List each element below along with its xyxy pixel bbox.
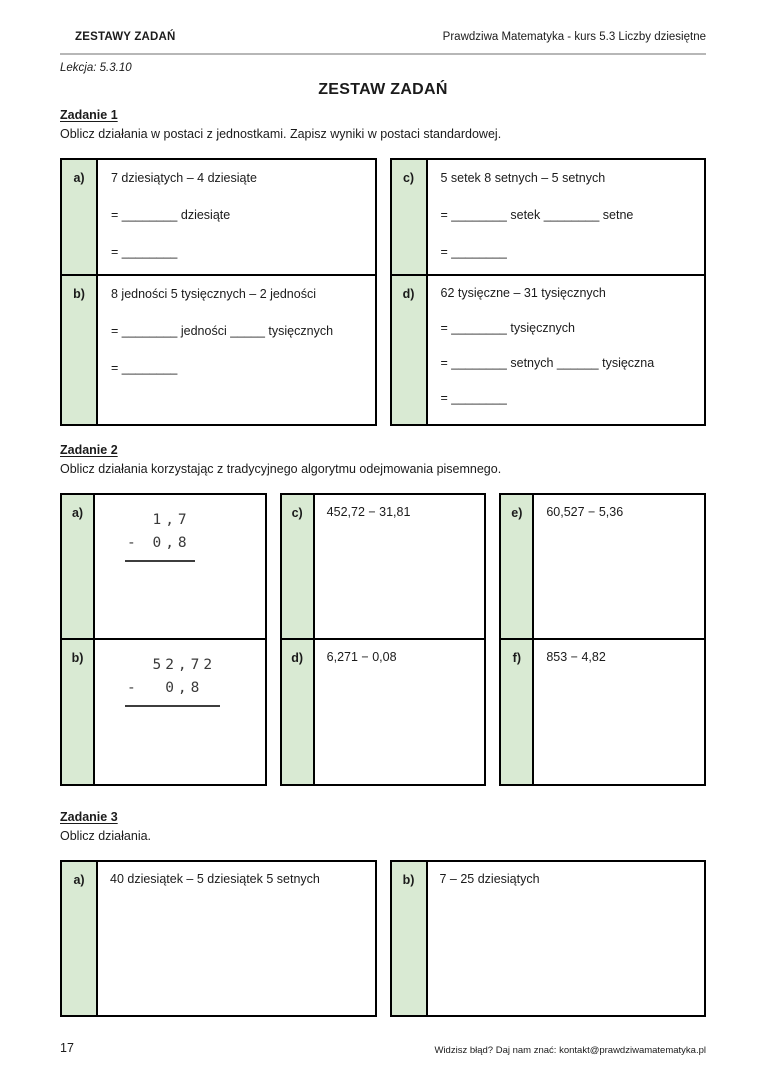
task2-cell-b-label: b) (62, 638, 95, 784)
task2-cell-d-label: d) (282, 638, 315, 784)
task1-cell-c-line: = ________ (440, 245, 507, 259)
task2-cell-e (534, 495, 704, 638)
lesson-label: Lekcja: 5.3.10 (60, 62, 132, 74)
task2-subtable-1 (60, 493, 267, 786)
task2-cell-d-expression: 6,271 − 0,08 (326, 650, 397, 664)
task1-cell-a-line: = ________ (111, 245, 178, 259)
task2-cell-b (95, 638, 265, 784)
task1-cell-b (98, 274, 375, 424)
task2-subtable-3 (499, 493, 706, 786)
task1-cell-b-line: = ________ jedności _____ tysięcznych (111, 324, 334, 338)
task1-cell-d (428, 274, 705, 424)
task1-cell-c-line: 5 setek 8 setnych – 5 setnych (440, 171, 606, 185)
task3-cell-a-label: a) (62, 862, 98, 1015)
task1-cell-d-line: = ________ (440, 391, 507, 405)
task1-cell-d-line: = ________ tysięcznych (440, 321, 575, 335)
task2-cell-f-label: f) (501, 638, 534, 784)
task2-cell-a (95, 495, 265, 638)
task1-heading: Zadanie 1 (60, 108, 118, 122)
task2-cell-c (315, 495, 485, 638)
page-header (60, 31, 706, 43)
task3-cell-a-expression: 40 dziesiątek – 5 dziesiątek 5 setnych (110, 872, 320, 886)
task3-table (60, 860, 706, 1017)
task3-cell-b (428, 862, 705, 1015)
task2-cell-c-label: c) (282, 495, 315, 638)
task1-instruction: Oblicz działania w postaci z jednostkami. Zapisz wyniki w postaci standardowej. (60, 127, 502, 141)
page-number: 17 (60, 1041, 74, 1055)
task3-instruction: Oblicz działania. (60, 829, 152, 843)
task1-cell-d-label: d) (392, 274, 428, 424)
task2-instruction: Oblicz działania korzystając z tradycyjnego algorytmu odejmowania pisemnego. (60, 462, 502, 476)
task2-cell-e-label: e) (501, 495, 534, 638)
task1-cell-c (428, 160, 705, 274)
task1-cell-b-line: 8 jedności 5 tysięcznych – 2 jedności (111, 287, 316, 301)
task1-table (60, 158, 706, 426)
task3-cell-a (98, 862, 375, 1015)
task1-cell-b-line: = ________ (111, 361, 178, 375)
task2-subtable-2 (280, 493, 487, 786)
task1-cell-c-label: c) (392, 160, 428, 274)
task3-cell-b-expression: 7 – 25 dziesiątych (439, 872, 540, 886)
task1-cell-a-label: a) (62, 160, 98, 274)
task2-cell-a-subtraction (125, 509, 195, 562)
task3-subtable-right (390, 860, 707, 1017)
task1-cell-a-line: = ________ dziesiąte (111, 208, 231, 222)
subtraction-minuend: 52,72 (127, 657, 217, 673)
task2-cell-a-label: a) (62, 495, 95, 638)
subtraction-minuend: 1,7 (127, 512, 191, 528)
task1-cell-d-line: 62 tysięczne – 31 tysięcznych (440, 286, 606, 300)
footer-contact-note: Widzisz błąd? Daj nam znać: kontakt@prawdziwamatematyka.pl (434, 1045, 706, 1056)
task2-cell-b-subtraction (125, 654, 220, 707)
task2-heading: Zadanie 2 (60, 443, 118, 457)
task1-cell-b-label: b) (62, 274, 98, 424)
task1-cell-d-line: = ________ setnych ______ tysięczna (440, 356, 655, 370)
task3-heading: Zadanie 3 (60, 810, 118, 824)
task3-subtable-left (60, 860, 377, 1017)
task2-cell-f (534, 638, 704, 784)
header-divider (60, 53, 706, 55)
task1-cell-a-line: 7 dziesiątych – 4 dziesiąte (111, 171, 257, 185)
page-title: ZESTAW ZADAŃ (318, 81, 448, 98)
task1-subtable-left (60, 158, 377, 426)
subtraction-subtrahend: - 0,8 (127, 680, 217, 696)
task1-cell-a (98, 160, 375, 274)
task2-cell-f-expression: 853 − 4,82 (546, 650, 606, 664)
header-course-title: Prawdziwa Matematyka - kurs 5.3 Liczby dziesiętne (442, 31, 706, 43)
task2-cell-e-expression: 60,527 − 5,36 (546, 505, 624, 519)
task2-table (60, 493, 706, 786)
task2-cell-d (315, 638, 485, 784)
task1-cell-c-line: = ________ setek ________ setne (440, 208, 634, 222)
header-series-title: ZESTAWY ZADAŃ (75, 31, 176, 43)
task3-cell-b-label: b) (392, 862, 428, 1015)
subtraction-subtrahend: - 0,8 (127, 535, 191, 551)
task2-cell-c-expression: 452,72 − 31,81 (326, 505, 411, 519)
page-content (60, 0, 706, 1017)
task1-subtable-right (390, 158, 707, 426)
